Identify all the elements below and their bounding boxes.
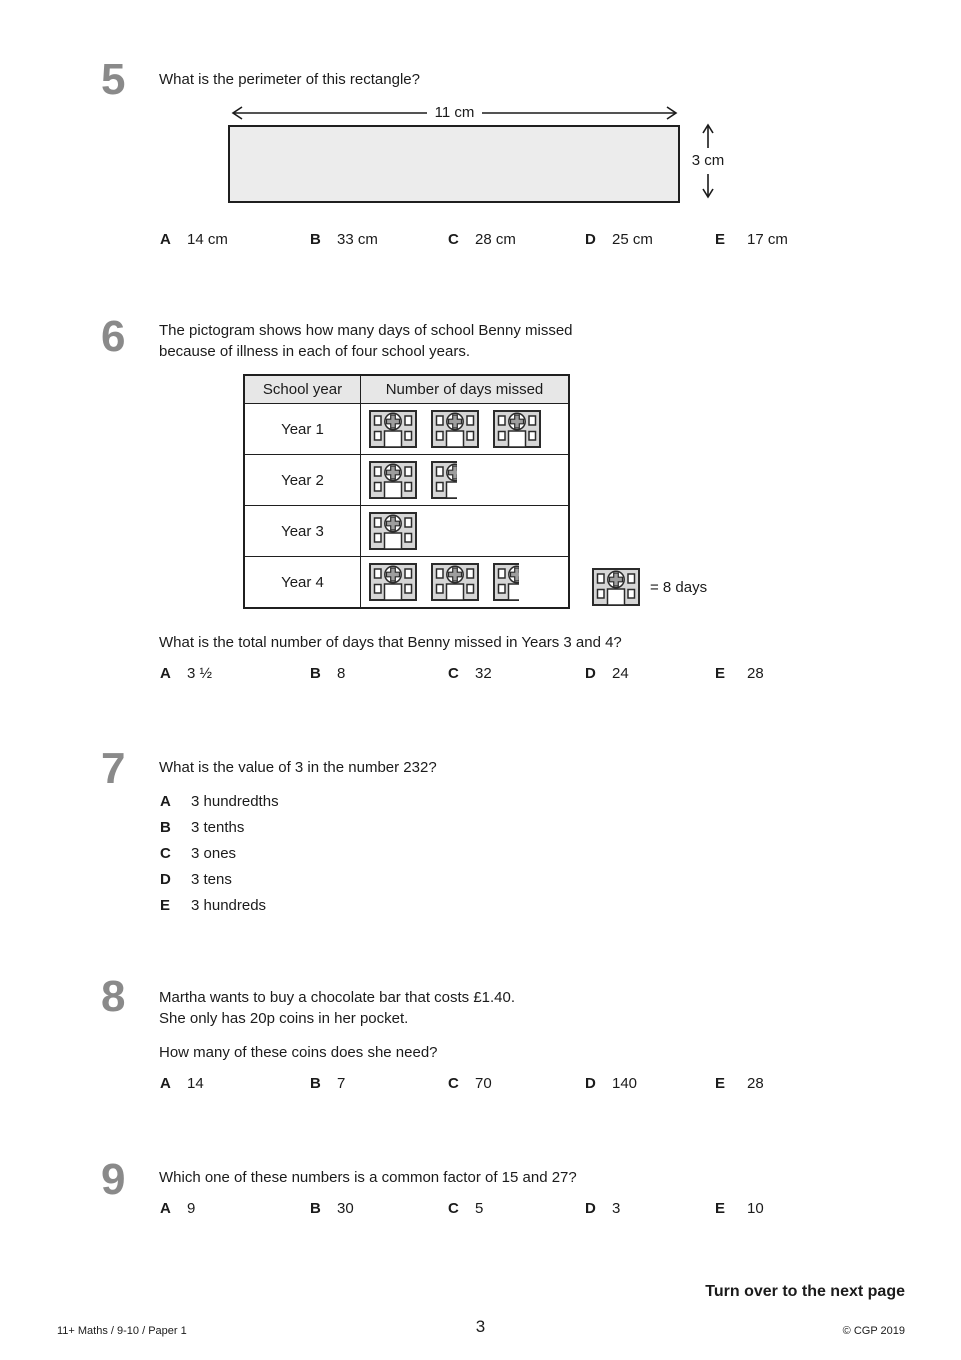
- school-building-icon: [592, 568, 640, 606]
- option-letter: A: [160, 231, 171, 248]
- q6-option-e: [715, 665, 764, 682]
- arrow-down-icon: [699, 173, 717, 199]
- question-6-number: 6: [101, 312, 126, 361]
- option-value: 7: [337, 1075, 346, 1092]
- footer-paper-title: 11+ Maths / 9-10 / Paper 1: [57, 1325, 187, 1337]
- school-building-half-icon: [493, 563, 519, 601]
- header-days-missed: Number of days missed: [385, 381, 544, 398]
- option-letter: A: [160, 1075, 171, 1092]
- option-value: 24: [612, 665, 629, 682]
- year-label: Year 4: [245, 557, 361, 607]
- width-label: 11 cm: [434, 104, 475, 121]
- pictogram-table: [243, 374, 570, 609]
- q7-option-b: [160, 815, 279, 841]
- option-letter: B: [160, 819, 171, 836]
- option-value: 14: [187, 1075, 204, 1092]
- question-6: [0, 312, 961, 705]
- school-building-icon: [369, 512, 417, 550]
- option-letter: D: [585, 665, 596, 682]
- question-7-text: What is the value of 3 in the number 232?: [159, 759, 437, 776]
- year-icons: [361, 506, 568, 556]
- option-value: 32: [475, 665, 492, 682]
- height-label: 3 cm: [691, 152, 725, 169]
- year-icons: [361, 404, 568, 454]
- option-letter: C: [448, 231, 459, 248]
- q8-option-b: [310, 1075, 345, 1092]
- question-7-options: [160, 789, 279, 919]
- q6-option-b: [310, 665, 345, 682]
- question-6-options: [0, 665, 961, 687]
- question-5-number: 5: [101, 55, 126, 104]
- option-letter: A: [160, 1200, 171, 1217]
- q6-option-c: [448, 665, 492, 682]
- option-value: 10: [747, 1200, 764, 1217]
- pictogram-header-row: [245, 376, 568, 403]
- q9-option-e: [715, 1200, 764, 1217]
- option-value: 3: [612, 1200, 621, 1217]
- q5-option-b: [310, 231, 378, 248]
- question-7: [0, 744, 961, 927]
- school-building-icon: [369, 461, 417, 499]
- q8-option-e: [715, 1075, 764, 1092]
- table-row-year-2: [245, 454, 568, 505]
- option-letter: E: [715, 1200, 726, 1217]
- option-letter: A: [160, 793, 171, 810]
- rectangle-diagram: [228, 125, 680, 203]
- q9-option-b: [310, 1200, 354, 1217]
- option-letter: D: [585, 1200, 596, 1217]
- option-letter: E: [715, 1075, 726, 1092]
- option-value: 28: [747, 1075, 764, 1092]
- option-letter: B: [310, 231, 321, 248]
- option-value: 3 tenths: [191, 819, 245, 836]
- q8-option-c: [448, 1075, 492, 1092]
- question-9: [0, 1155, 961, 1238]
- q5-option-e: [715, 231, 788, 248]
- option-value: 3 hundreds: [191, 897, 267, 914]
- school-building-half-icon: [431, 461, 457, 499]
- question-6-intro: [159, 320, 573, 362]
- header-school-year: School year: [245, 376, 361, 403]
- question-6-text: What is the total number of days that Benny missed in Years 3 and 4?: [159, 634, 622, 651]
- option-letter: D: [585, 231, 596, 248]
- question-8-options: [0, 1075, 961, 1097]
- school-building-icon: [493, 410, 541, 448]
- table-row-year-3: [245, 505, 568, 556]
- q8-option-a: [160, 1075, 204, 1092]
- option-letter: C: [160, 845, 171, 862]
- question-9-text: Which one of these numbers is a common factor of 15 and 27?: [159, 1169, 577, 1186]
- q7-option-a: [160, 789, 279, 815]
- option-value: 28: [747, 665, 764, 682]
- q8-option-d: [585, 1075, 637, 1092]
- year-label: Year 1: [245, 404, 361, 454]
- question-8-intro: [159, 987, 515, 1029]
- option-letter: D: [160, 871, 171, 888]
- table-row-year-1: [245, 403, 568, 454]
- option-value: 25 cm: [612, 231, 653, 248]
- option-value: 8: [337, 665, 346, 682]
- question-7-number: 7: [101, 744, 126, 793]
- arrow-up-icon: [699, 123, 717, 149]
- option-letter: D: [585, 1075, 596, 1092]
- pictogram-key: [592, 568, 707, 606]
- option-letter: C: [448, 665, 459, 682]
- year-label: Year 3: [245, 506, 361, 556]
- footer-copyright: © CGP 2019: [842, 1325, 905, 1337]
- option-letter: E: [715, 231, 726, 248]
- option-value: 14 cm: [187, 231, 228, 248]
- option-letter: B: [310, 1200, 321, 1217]
- q7-option-e: [160, 893, 279, 919]
- option-letter: C: [448, 1200, 459, 1217]
- turn-over-notice: Turn over to the next page: [705, 1283, 905, 1300]
- question-8-number: 8: [101, 972, 126, 1021]
- table-row-year-4: [245, 556, 568, 607]
- q5-option-a: [160, 231, 228, 248]
- page-number: 3: [475, 1317, 486, 1336]
- school-building-icon: [431, 410, 479, 448]
- option-value: 3 ones: [191, 845, 237, 862]
- width-dimension: [225, 103, 684, 123]
- option-letter: E: [715, 665, 726, 682]
- option-letter: E: [160, 897, 171, 914]
- q7-option-d: [160, 867, 279, 893]
- question-5-text: What is the perimeter of this rectangle?: [159, 71, 420, 88]
- option-value: 28 cm: [475, 231, 516, 248]
- intro-line-2: because of illness in each of four school years.: [159, 343, 471, 360]
- option-value: 140: [612, 1075, 638, 1092]
- option-value: 17 cm: [747, 231, 788, 248]
- key-label: = 8 days: [650, 578, 708, 596]
- school-building-icon: [431, 563, 479, 601]
- school-building-icon: [369, 563, 417, 601]
- question-9-options: [0, 1200, 961, 1222]
- option-value: 9: [187, 1200, 196, 1217]
- q6-option-a: [160, 665, 212, 682]
- year-label: Year 2: [245, 455, 361, 505]
- question-8: [0, 972, 961, 1105]
- height-dimension: [686, 123, 730, 199]
- q5-option-c: [448, 231, 516, 248]
- school-building-icon: [369, 410, 417, 448]
- q9-option-d: [585, 1200, 620, 1217]
- q9-option-a: [160, 1200, 195, 1217]
- q7-option-c: [160, 841, 279, 867]
- question-5-options: [0, 231, 961, 253]
- option-letter: C: [448, 1075, 459, 1092]
- option-letter: B: [310, 665, 321, 682]
- year-icons: [361, 455, 568, 505]
- intro-line-1: The pictogram shows how many days of school Benny missed: [159, 322, 573, 339]
- question-8-text: How many of these coins does she need?: [159, 1044, 438, 1061]
- q9-option-c: [448, 1200, 483, 1217]
- option-letter: B: [310, 1075, 321, 1092]
- option-value: 70: [475, 1075, 492, 1092]
- question-9-number: 9: [101, 1155, 126, 1204]
- option-value: 3 hundredths: [191, 793, 279, 810]
- option-value: 3 ½: [187, 665, 213, 682]
- q5-option-d: [585, 231, 653, 248]
- option-value: 5: [475, 1200, 484, 1217]
- question-5: [0, 55, 961, 298]
- option-value: 30: [337, 1200, 354, 1217]
- q6-option-d: [585, 665, 629, 682]
- key-icon: [592, 568, 640, 606]
- option-letter: A: [160, 665, 171, 682]
- intro-line-1: Martha wants to buy a chocolate bar that costs £1.40.: [159, 989, 516, 1006]
- intro-line-2: She only has 20p coins in her pocket.: [159, 1010, 409, 1027]
- year-icons: [361, 557, 568, 607]
- option-value: 33 cm: [337, 231, 378, 248]
- option-value: 3 tens: [191, 871, 232, 888]
